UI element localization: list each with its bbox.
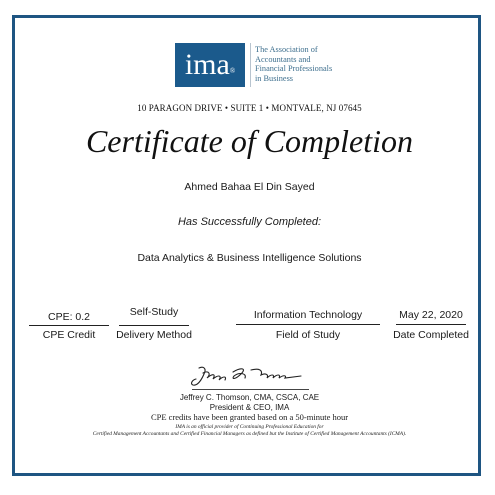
completed-text: Has Successfully Completed: (177, 216, 322, 228)
cpe-value: CPE: 0.2 (47, 311, 91, 323)
ima-tagline (255, 45, 365, 83)
fine-print-line: Certified Management Accountants and Certified Financial Managers as defined but the Institute of Certified Management Accountants (ICMA). (92, 431, 407, 437)
address: 10 PARAGON DRIVE • SUITE 1 • MONTVALE, NJ 07645 (137, 103, 362, 113)
certificate-frame (12, 15, 481, 476)
cpe-underline (29, 325, 109, 326)
recipient-name: Ahmed Bahaa El Din Sayed (184, 181, 315, 193)
logo-divider (250, 43, 251, 87)
signer-name: Jeffrey C. Thomson, CMA, CSCA, CAE (179, 393, 320, 402)
date-label: Date Completed (393, 329, 469, 341)
study-value: Information Technology (253, 309, 363, 321)
signer-title: President & CEO, IMA (209, 403, 290, 412)
fine-print (15, 424, 484, 438)
date-underline (396, 324, 466, 325)
study-label: Field of Study (275, 329, 341, 341)
cpe-label: CPE Credit (42, 329, 96, 341)
tagline-line: Accountants and (255, 54, 311, 64)
delivery-label: Delivery Method (116, 329, 192, 341)
course-title: Data Analytics & Business Intelligence Solutions (137, 252, 362, 264)
signer-block (15, 393, 484, 413)
date-value: May 22, 2020 (399, 309, 463, 321)
certificate-title: Certificate of Completion (85, 123, 414, 159)
study-underline (236, 324, 380, 325)
tagline-line: The Association of (255, 45, 318, 54)
tagline-line: Financial Professionals (255, 64, 333, 74)
delivery-underline (119, 325, 189, 326)
ima-logo: ima® (175, 43, 245, 87)
cpe-note: CPE credits have been granted based on a 50-minute hour (150, 412, 349, 422)
fine-print-line: IMA is an official provider of Continuing Professional Education for (175, 424, 324, 430)
tagline-line: in Business (255, 73, 294, 83)
delivery-value: Self-Study (129, 306, 179, 318)
signature-line (192, 389, 309, 390)
signature-image (189, 364, 313, 390)
